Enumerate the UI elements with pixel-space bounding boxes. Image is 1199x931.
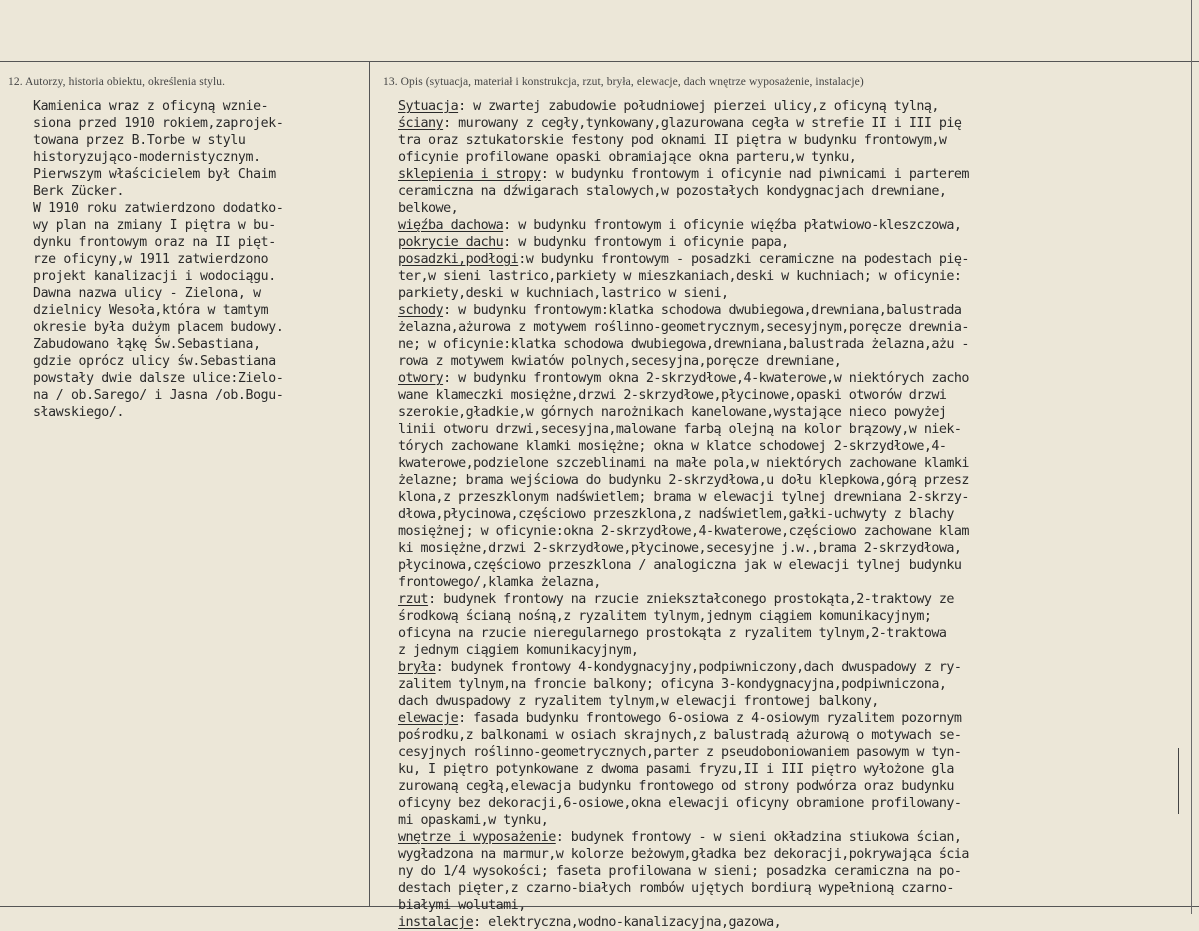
line-text: dach dwuspadowy z ryzalitem tylnym,w elewacji frontowej balkony,	[398, 694, 879, 709]
section-label: Sytuacja	[398, 99, 459, 114]
description-line	[398, 472, 969, 489]
history-text	[33, 98, 283, 421]
history-line: sławskiego/.	[33, 405, 125, 420]
history-line: Berk Zücker.	[33, 184, 125, 199]
description-line	[398, 693, 969, 710]
line-text: szerokie,gładkie,w górnych narożnikach kanelowane,wystające nieco powyżej	[398, 405, 947, 420]
description-line	[398, 574, 969, 591]
description-line	[398, 370, 969, 387]
line-text: : w budynku frontowym i oficynie papa,	[503, 235, 789, 250]
history-line: W 1910 roku zatwierdzono dodatko-	[33, 201, 284, 216]
line-text: wane klameczki mosiężne,drzwi 2-skrzydłowe,płycinowe,opaski otworów drzwi	[398, 388, 947, 403]
description-line	[398, 557, 969, 574]
line-text: tórych zachowane klamki mosiężne; okna w klatce schodowej 2-skrzydłowe,4-	[398, 439, 947, 454]
line-text: : w budynku frontowym i oficynie więźba płatwiowo-kleszczowa,	[503, 218, 962, 233]
description-line	[398, 625, 969, 642]
section-label: rzut	[398, 592, 429, 607]
description-line	[398, 455, 969, 472]
description-line	[398, 387, 969, 404]
column-divider	[369, 61, 370, 906]
line-text: żelazne; brama wejściowa do budynku 2-skrzydłowa,u dołu klepkowa,górą przesz	[398, 473, 969, 488]
line-text: linii otworu drzwi,secesyjna,malowane farbą olejną na kolor brązowy,w niek-	[398, 422, 962, 437]
line-text: : w zwartej zabudowie południowej pierzei ulicy,z oficyną tylną,	[458, 99, 939, 114]
history-line: towana przez B.Torbe w stylu	[33, 133, 246, 148]
line-text: białymi wolutami,	[398, 898, 526, 913]
history-line: historyzująco-modernistycznym.	[33, 150, 261, 165]
description-line	[398, 642, 969, 659]
section-label: bryła	[398, 660, 436, 675]
line-text: :w budynku frontowym - posadzki ceramiczne na podestach pię-	[518, 252, 969, 267]
history-line: powstały dwie dalsze ulice:Zielo-	[33, 371, 284, 386]
description-line	[398, 795, 969, 812]
line-text: destach pięter,z czarno-białych rombów ujętych bordiurą wypełnioną czarno-	[398, 881, 954, 896]
description-text	[398, 98, 969, 931]
description-line	[398, 523, 969, 540]
description-line	[398, 149, 969, 166]
description-line	[398, 217, 969, 234]
description-line	[398, 438, 969, 455]
line-text: ceramiczna na dźwigarach stalowych,w pozostałych kondygnacjach drewniane,	[398, 184, 947, 199]
section-label: schody	[398, 303, 444, 318]
line-text: oficyna na rzucie nieregularnego prostokąta z ryzalitem tylnym,2-traktowa	[398, 626, 947, 641]
line-text: : budynek frontowy - w sieni okładzina stiukowa ścian,	[555, 830, 962, 845]
description-line	[398, 234, 969, 251]
margin-mark	[1178, 748, 1179, 814]
description-line	[398, 812, 969, 829]
history-line: siona przed 1910 rokiem,zaprojek-	[33, 116, 284, 131]
line-text: : w budynku frontowym i oficynie nad piwnicami i parterem	[540, 167, 969, 182]
history-line: na / ob.Sarego/ i Jasna /ob.Bogu-	[33, 388, 284, 403]
section-label: ściany	[398, 116, 444, 131]
description-line	[398, 506, 969, 523]
history-line: Pierwszym właścicielem był Chaim	[33, 167, 276, 182]
section-label: więźba dachowa	[398, 218, 504, 233]
description-line	[398, 404, 969, 421]
description-line	[398, 676, 969, 693]
section-label: instalacje	[398, 915, 474, 930]
right-edge-rule	[1191, 0, 1192, 914]
description-line	[398, 540, 969, 557]
description-line	[398, 200, 969, 217]
description-line	[398, 608, 969, 625]
description-line	[398, 778, 969, 795]
description-line	[398, 897, 969, 914]
description-line	[398, 421, 969, 438]
history-line: okresie była dużym placem budowy.	[33, 320, 284, 335]
description-line	[398, 166, 969, 183]
history-line: Zabudowano łąkę Św.Sebastiana,	[33, 337, 261, 352]
history-line: projekt kanalizacji i wodociągu.	[33, 269, 276, 284]
description-line	[398, 914, 969, 931]
description-line	[398, 591, 969, 608]
line-text: środkową ścianą nośną,z ryzalitem tylnym,jednym ciągiem komunikacyjnym;	[398, 609, 932, 624]
line-text: cesyjnych roślinno-geometrycznych,parter z pseudoboniowaniem pasowym w tyn-	[398, 745, 962, 760]
description-line	[398, 659, 969, 676]
line-text: : budynek frontowy 4-kondygnacyjny,podpiwniczony,dach dwuspadowy z ry-	[435, 660, 962, 675]
description-line	[398, 710, 969, 727]
line-text: klona,z przeszklonym nadświetlem; brama w elewacji tylnej drewniana 2-skrzy-	[398, 490, 969, 505]
line-text: ki mosiężne,drzwi 2-skrzydłowe,płycinowe,secesyjne j.w.,brama 2-skrzydłowa,	[398, 541, 962, 556]
line-text: mi opaskami,w tynku,	[398, 813, 549, 828]
history-line: rze oficyny,w 1911 zatwierdzono	[33, 252, 269, 267]
history-line: gdzie oprócz ulicy św.Sebastiana	[33, 354, 276, 369]
line-text: ku, I piętro potynkowane z dwoma pasami fryzu,II i III piętro wyłożone gla	[398, 762, 954, 777]
description-line	[398, 846, 969, 863]
description-line	[398, 829, 969, 846]
section-13-header: 13. Opis (sytuacja, materiał i konstrukcja, rzut, bryła, elewacje, dach wnętrze wyposażenie, instalacje)	[383, 76, 864, 88]
line-text: ter,w sieni lastrico,parkiety w mieszkaniach,deski w kuchniach; w oficynie:	[398, 269, 962, 284]
line-text: : budynek frontowy na rzucie zniekształconego prostokąta,2-traktowy ze	[428, 592, 954, 607]
section-label: otwory	[398, 371, 444, 386]
line-text: z jednym ciągiem komunikacyjnym,	[398, 643, 639, 658]
description-line	[398, 880, 969, 897]
line-text: pośrodku,z balkonami w osiach skrajnych,z balustradą ażurową o motywach se-	[398, 728, 962, 743]
line-text: zurowaną cegłą,elewacja budynku frontowego od strony podwórza oraz budynku	[398, 779, 954, 794]
line-text: : murowany z cegły,tynkowany,glazurowana cegła w strefie II i III pię	[443, 116, 962, 131]
history-line: Dawna nazwa ulicy - Zielona, w	[33, 286, 261, 301]
line-text: oficynie profilowane opaski obramiające okna parteru,w tynku,	[398, 150, 857, 165]
line-text: frontowego/,klamka żelazna,	[398, 575, 601, 590]
description-line	[398, 761, 969, 778]
line-text: : fasada budynku frontowego 6-osiowa z 4-osiowym ryzalitem pozornym	[458, 711, 962, 726]
description-line	[398, 319, 969, 336]
description-line	[398, 251, 969, 268]
description-line	[398, 132, 969, 149]
section-label: posadzki,podłogi	[398, 252, 519, 267]
line-text: belkowe,	[398, 201, 459, 216]
line-text: kwaterowe,podzielone szczeblinami na małe pola,w niektórych zachowane klamki	[398, 456, 969, 471]
line-text: ne; w oficynie:klatka schodowa dwubiegowa,drewniana,balustrada żelazna,ażu -	[398, 337, 969, 352]
description-line	[398, 98, 969, 115]
description-line	[398, 336, 969, 353]
line-text: rowa z motywem kwiatów polnych,secesyjna,poręcze drewniane,	[398, 354, 842, 369]
history-line: dynku frontowym oraz na II pięt-	[33, 235, 276, 250]
line-text: ny do 1/4 wysokości; faseta profilowana w sieni; posadzka ceramiczna na po-	[398, 864, 962, 879]
line-text: : elektryczna,wodno-kanalizacyjna,gazowa,	[473, 915, 782, 930]
line-text: : w budynku frontowym okna 2-skrzydłowe,4-kwaterowe,w niektórych zacho	[443, 371, 969, 386]
line-text: żelazna,ażurowa z motywem roślinno-geometrycznym,secesyjnym,poręcze drewnia-	[398, 320, 969, 335]
section-label: sklepienia i stropy	[398, 167, 541, 182]
description-line	[398, 285, 969, 302]
description-line	[398, 353, 969, 370]
description-line	[398, 115, 969, 132]
section-label: pokrycie dachu	[398, 235, 504, 250]
line-text: mosiężnej; w oficynie:okna 2-skrzydłowe,4-kwaterowe,częściowo zachowane klam	[398, 524, 969, 539]
line-text: parkiety,deski w kuchniach,lastrico w sieni,	[398, 286, 729, 301]
description-line	[398, 489, 969, 506]
line-text: zalitem tylnym,na froncie balkony; oficyna 3-kondygnacyjna,podpiwniczona,	[398, 677, 947, 692]
history-line: Kamienica wraz z oficyną wznie-	[33, 99, 269, 114]
description-line	[398, 302, 969, 319]
description-line	[398, 863, 969, 880]
section-label: wnętrze i wyposażenie	[398, 830, 556, 845]
section-label: elewacje	[398, 711, 459, 726]
line-text: wygładzona na marmur,w kolorze beżowym,gładka bez dekoracji,pokrywająca ścia	[398, 847, 969, 862]
description-line	[398, 744, 969, 761]
line-text: płycinowa,częściowo przeszklona / analogiczna jak w elewacji tylnej budynku	[398, 558, 962, 573]
description-line	[398, 183, 969, 200]
description-line	[398, 268, 969, 285]
top-rule	[0, 61, 1199, 62]
line-text: dłowa,płycinowa,częściowo przeszklona,z nadświetlem,gałki-uchwyty z blachy	[398, 507, 954, 522]
line-text: : w budynku frontowym:klatka schodowa dwubiegowa,drewniana,balustrada	[443, 303, 962, 318]
description-line	[398, 727, 969, 744]
history-line: wy plan na zmiany I piętra w bu-	[33, 218, 276, 233]
line-text: tra oraz sztukatorskie festony pod oknami II piętra w budynku frontowym,w	[398, 133, 947, 148]
section-12-header: 12. Autorzy, historia obiektu, określenia stylu.	[8, 76, 226, 88]
history-line: dzielnicy Wesoła,która w tamtym	[33, 303, 269, 318]
line-text: oficyny bez dekoracji,6-osiowe,okna elewacji oficyny obramione profilowany-	[398, 796, 962, 811]
